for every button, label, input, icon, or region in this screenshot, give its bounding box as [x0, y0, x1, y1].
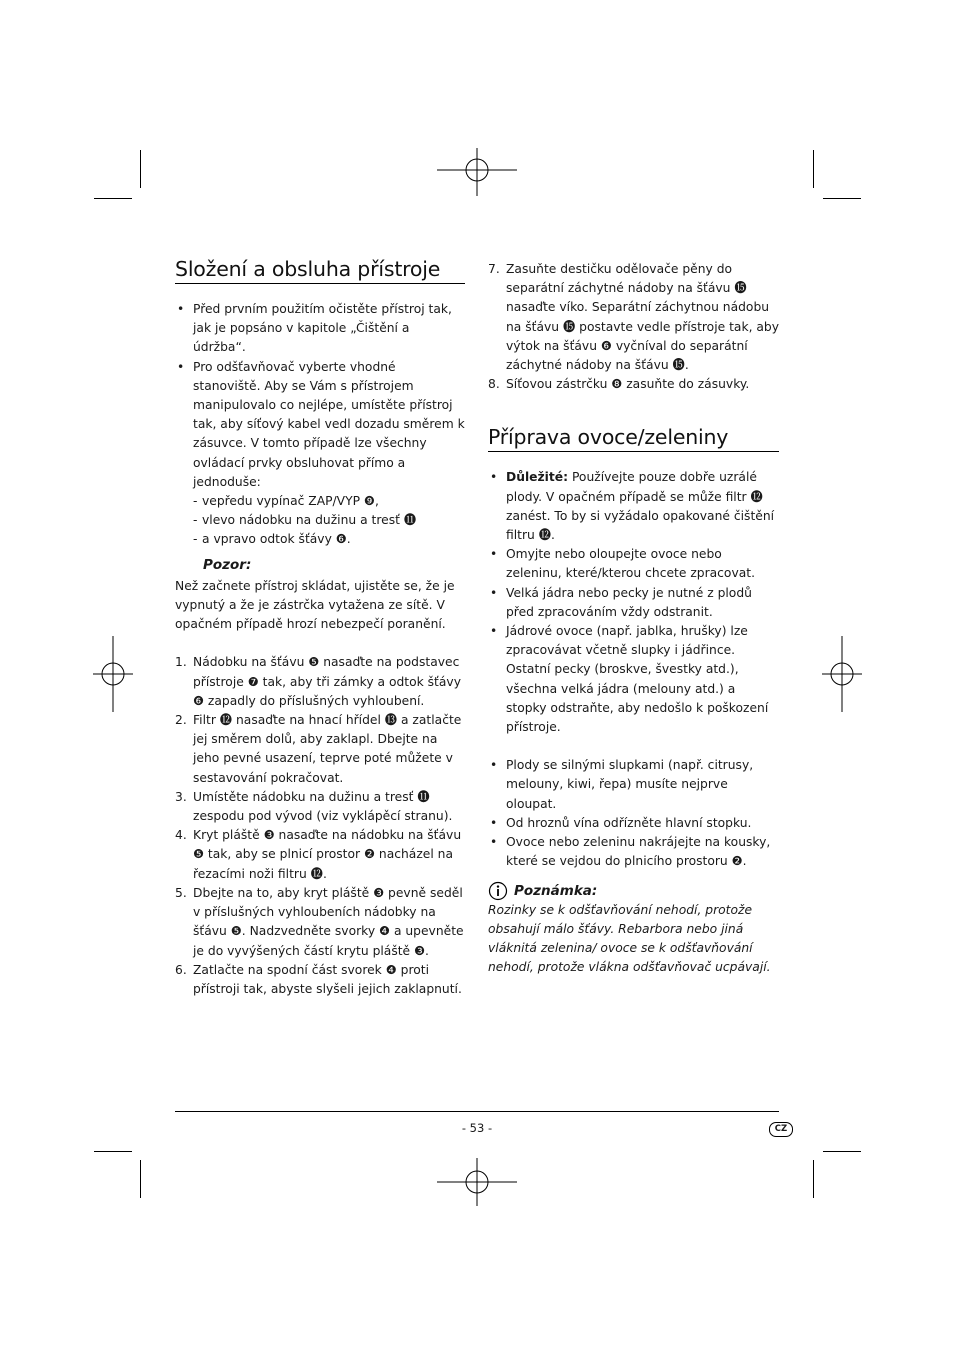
- left-column: [175, 256, 465, 999]
- page-number: - 53 -: [461, 1121, 493, 1135]
- bullet-cut: • Ovoce nebo zeleninu nakrájejte na kousky, které se vejdou do plnicího prostoru ❷.: [488, 833, 779, 871]
- step-7: 7. Zasuňte destičku odělovače pěny do separátní záchytné nádoby na šťávu ⓯ nasaďte víko. Separátní záchytnou nádobu na šťávu ⓯ postavte vedle přístroje tak, aby výtok na šťávu ❻ vyčníval do separátní záchytné nádoby na šťávu ⓯.: [488, 262, 780, 373]
- registration-mark-right: [822, 636, 862, 712]
- dash-juice-spout: - a vpravo odtok šťávy ❻.: [175, 530, 465, 549]
- bullet-location: • Pro odšťavňovač vyberte vhodné stanoviště. Aby se Vám s přístrojem manipulovalo co nejlépe, umístěte přístroj tak, aby síťový kabel vedl dozadu směrem k zásuvce. V tomto případě lze všechny ovládací prvky obsluhovat přímo a jednoduše:: [175, 358, 465, 492]
- step-2: 2. Filtr ⓬ nasaďte na hnací hřídel ⓭ a zatlačte jej směrem dolů, aby zaklapl. Dbejte na jeho pevné usazení, teprve poté můžete v sestavování pokračovat.: [175, 713, 462, 785]
- registration-mark-left: [93, 636, 133, 712]
- warning-text: Než začnete přístroj skládat, ujistěte se, že je vypnutý a že je zástrčka vytažena ze sítě. V opačném případě hrozí nebezpečí poranění.: [175, 578, 455, 632]
- bullet-grapes: • Od hroznů vína odřízněte hlavní stopku.: [488, 814, 779, 833]
- registration-mark-bottom: [437, 1158, 517, 1206]
- assembly-steps: [175, 653, 465, 999]
- note-header: [488, 881, 779, 901]
- bullet-first-use: • Před prvním použitím očistěte přístroj tak, jak je popsáno v kapitole „Čištění a údržba“.: [175, 300, 465, 358]
- section-title-preparation: Příprava ovoce/zeleniny: [488, 424, 779, 452]
- footer-rule: [175, 1111, 779, 1112]
- language-badge: CZ: [769, 1122, 793, 1137]
- registration-mark-top: [437, 148, 517, 196]
- step-8: 8. Síťovou zástrčku ❽ zasuňte do zásuvky.: [488, 377, 750, 392]
- bullet-wash: • Omyjte nebo oloupejte ovoce nebo zeleninu, které/kterou chcete zpracovat.: [488, 545, 779, 583]
- step-4: 4. Kryt pláště ❸ nasaďte na nádobku na šťávu ❺ tak, aby se plnicí prostor ❷ nacházel na řezacími noži filtru ⓬.: [175, 828, 462, 881]
- section-title-assembly: Složení a obsluha přístroje: [175, 256, 465, 284]
- info-icon: [488, 881, 508, 901]
- step-1: 1. Nádobku na šťávu ❺ nasaďte na podstavec přístroje ❼ tak, aby tři zámky a odtok šťávy ❻ zapadly do příslušných vyhloubení.: [175, 655, 461, 708]
- step-3: 3. Umístěte nádobku na dužinu a tresť ⓫ zespodu pod vývod (viz vyklápěcí stranu).: [175, 789, 453, 824]
- dash-pulp-container: - vlevo nádobku na dužinu a tresť ⓫: [175, 511, 465, 530]
- note-text: Rozinky se k odšťavňování nehodí, protože obsahují málo šťávy. Rebarbora nebo jiná vláknitá zelenina/ ovoce se k odšťavňování nehodí, protože vlákna odšťavňovač ucpávají.: [488, 903, 771, 975]
- warning-title: Pozor:: [203, 556, 252, 573]
- bullet-pome-fruit: • Jádrové ovoce (např. jablka, hrušky) lze zpracovávat včetně slupky i jádřince. Ostatní pecky (broskve, švestky atd.), všechna velká jádra (melouny atd.) a stopky odstraňte, aby nedošlo k poškození přístroje.: [488, 622, 779, 737]
- note-title: Poznámka:: [514, 882, 598, 899]
- bullet-peel: • Plody se silnými slupkami (např. citrusy, melouny, kiwi, řepa) musíte nejprve oloupat.: [488, 756, 779, 814]
- step-5: 5. Dbejte na to, aby kryt pláště ❸ pevně seděl v příslušných vyhloubeních nádobky na šťávu ❺. Nadzvedněte svorky ❹ a upevněte je do vyvýšených částí krytu pláště ❸.: [175, 885, 464, 958]
- important-label: Důležité:: [506, 470, 569, 485]
- right-column: [488, 260, 779, 977]
- bullet-remove-pits: • Velká jádra nebo pecky je nutné z plodů před zpracováním vždy odstranit.: [488, 584, 779, 622]
- step-6: 6. Zatlačte na spodní část svorek ❹ proti přístroji tak, abyste slyšeli jejich zaklapnutí.: [175, 962, 462, 996]
- bullet-important: • Důležité: Používejte pouze dobře uzrálé plody. V opačném případě se může filtr ⓬ zanést. To by si vyžádalo opakované čištění filtru ⓬.: [488, 468, 779, 545]
- dash-switch: - vepředu vypínač ZAP/VYP ❾,: [175, 492, 465, 511]
